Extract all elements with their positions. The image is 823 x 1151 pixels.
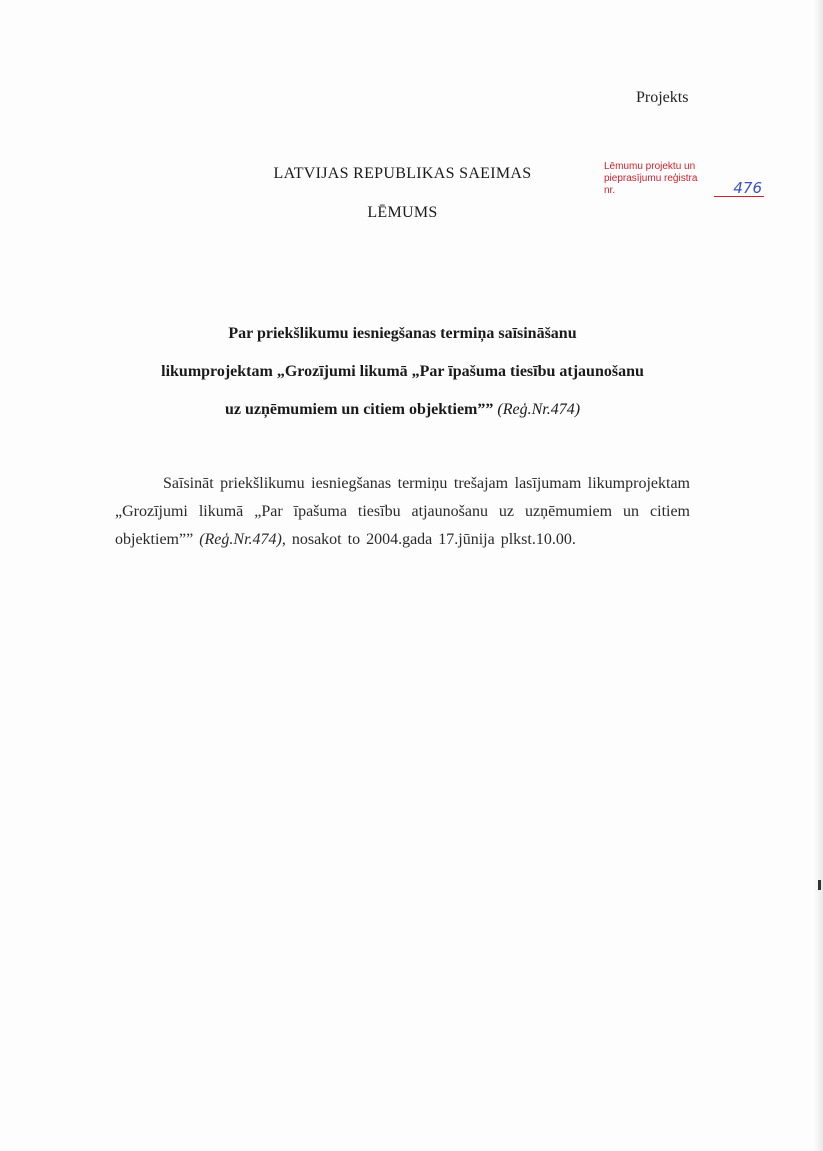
subject-line-1: Par priekšlikumu iesniegšanas termiņa saīsināšanu (228, 325, 577, 342)
document-heading-institution: LATVIJAS REPUBLIKAS SAEIMAS (273, 165, 532, 182)
body-text-part-1: Saīsināt priekšlikumu iesniegšanas termiņu trešajam lasījumam likumprojektam „Grozījumi likumā „Par īpašuma tiesību atjaunošanu uz uzņēmumiem un citiem objektiem”” (115, 475, 690, 548)
subject-line-3-row (100, 391, 705, 429)
body-registration-number: (Reģ.Nr.474) (199, 531, 282, 548)
stamp-registry-number: 476 (714, 181, 764, 197)
stamp-line-1: Lēmumu projektu un (604, 161, 696, 172)
document-body-paragraph (115, 470, 690, 554)
page-edge-shadow (813, 0, 823, 1151)
subject-line-2: likumprojektam „Grozījumi likumā „Par īpašuma tiesību atjaunošanu (161, 363, 644, 380)
project-label: Projekts (636, 89, 689, 106)
subject-line-3: uz uzņēmumiem un citiem objektiem”” (224, 401, 494, 418)
subject-registration-number: (Reģ.Nr.474) (497, 401, 581, 418)
body-text-part-2: , nosakot to 2004.gada 17.jūnija plkst.10.00. (281, 531, 576, 548)
scan-edge-mark (818, 880, 821, 890)
document-subject (100, 315, 705, 429)
document-heading-type: LĒMUMS (367, 204, 438, 221)
stamp-line-2: pieprasījumu reģistra nr. (604, 173, 698, 196)
